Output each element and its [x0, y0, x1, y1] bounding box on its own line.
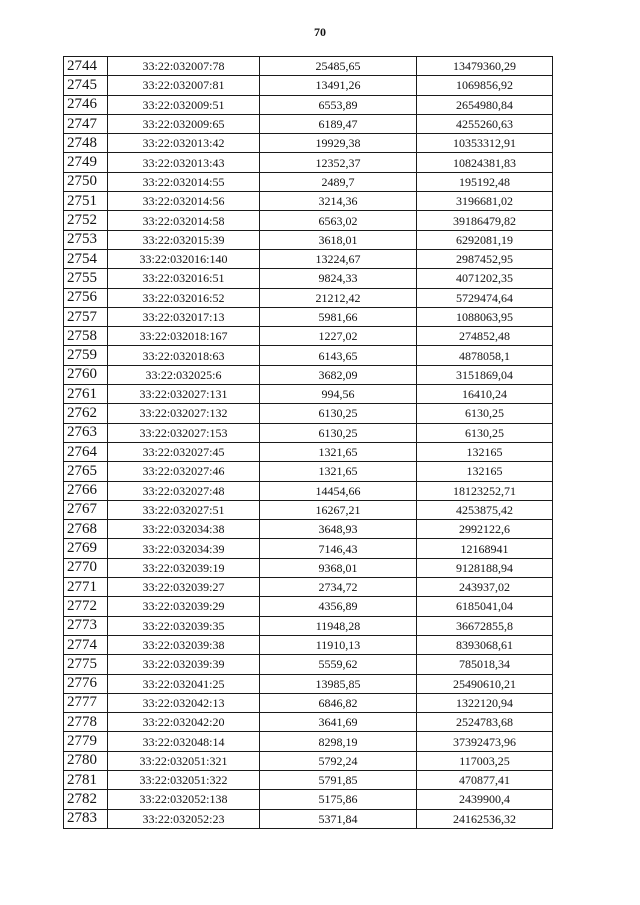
cadastral-number-cell: 33:22:032009:65: [108, 114, 260, 133]
cadastral-value-cell: 16410,24: [417, 385, 553, 404]
table-row: [64, 249, 553, 268]
cadastral-value-cell: 10824381,83: [417, 153, 553, 172]
cadastral-number-cell: 33:22:032041:25: [108, 674, 260, 693]
cadastral-value-cell: 6130,25: [417, 404, 553, 423]
area-cell: 5371,84: [260, 809, 417, 828]
table-row: [64, 346, 553, 365]
cadastral-number-cell: 33:22:032007:81: [108, 76, 260, 95]
table-row: [64, 230, 553, 249]
row-number-cell: 2761: [64, 385, 108, 404]
cadastral-value-cell: 25490610,21: [417, 674, 553, 693]
row-number-cell: 2757: [64, 307, 108, 326]
table-row: [64, 693, 553, 712]
area-cell: 1321,65: [260, 462, 417, 481]
row-number-cell: 2746: [64, 95, 108, 114]
cadastral-value-cell: 1088063,95: [417, 307, 553, 326]
cadastral-value-cell: 470877,41: [417, 770, 553, 789]
cadastral-number-cell: 33:22:032025:6: [108, 365, 260, 384]
row-number-cell: 2780: [64, 751, 108, 770]
table-row: [64, 153, 553, 172]
area-cell: 2489,7: [260, 172, 417, 191]
table-row: [64, 95, 553, 114]
cadastral-number-cell: 33:22:032016:52: [108, 288, 260, 307]
table-row: [64, 423, 553, 442]
table-row: [64, 674, 553, 693]
cadastral-number-cell: 33:22:032042:20: [108, 713, 260, 732]
parcel-table: [63, 56, 553, 829]
table-row: [64, 211, 553, 230]
row-number-cell: 2745: [64, 76, 108, 95]
row-number-cell: 2760: [64, 365, 108, 384]
area-cell: 6553,89: [260, 95, 417, 114]
table-row: [64, 790, 553, 809]
cadastral-value-cell: 39186479,82: [417, 211, 553, 230]
area-cell: 16267,21: [260, 500, 417, 519]
row-number-cell: 2756: [64, 288, 108, 307]
parcel-table-body: [64, 57, 553, 829]
row-number-cell: 2752: [64, 211, 108, 230]
row-number-cell: 2772: [64, 597, 108, 616]
row-number-cell: 2777: [64, 693, 108, 712]
row-number-cell: 2758: [64, 327, 108, 346]
cadastral-number-cell: 33:22:032027:51: [108, 500, 260, 519]
row-number-cell: 2765: [64, 462, 108, 481]
row-number-cell: 2748: [64, 134, 108, 153]
cadastral-number-cell: 33:22:032013:43: [108, 153, 260, 172]
cadastral-number-cell: 33:22:032051:322: [108, 770, 260, 789]
cadastral-value-cell: 2654980,84: [417, 95, 553, 114]
area-cell: 8298,19: [260, 732, 417, 751]
area-cell: 5559,62: [260, 655, 417, 674]
row-number-cell: 2779: [64, 732, 108, 751]
row-number-cell: 2751: [64, 192, 108, 211]
cadastral-value-cell: 785018,34: [417, 655, 553, 674]
cadastral-number-cell: 33:22:032016:140: [108, 249, 260, 268]
row-number-cell: 2744: [64, 57, 108, 76]
row-number-cell: 2776: [64, 674, 108, 693]
cadastral-value-cell: 1069856,92: [417, 76, 553, 95]
area-cell: 3641,69: [260, 713, 417, 732]
cadastral-value-cell: 4071202,35: [417, 269, 553, 288]
row-number-cell: 2755: [64, 269, 108, 288]
table-row: [64, 809, 553, 828]
cadastral-value-cell: 195192,48: [417, 172, 553, 191]
area-cell: 9368,01: [260, 558, 417, 577]
cadastral-number-cell: 33:22:032027:153: [108, 423, 260, 442]
area-cell: 6130,25: [260, 423, 417, 442]
cadastral-number-cell: 33:22:032039:38: [108, 635, 260, 654]
area-cell: 25485,65: [260, 57, 417, 76]
cadastral-number-cell: 33:22:032042:13: [108, 693, 260, 712]
table-row: [64, 385, 553, 404]
area-cell: 3648,93: [260, 520, 417, 539]
area-cell: 13491,26: [260, 76, 417, 95]
table-row: [64, 57, 553, 76]
page-number: 70: [314, 25, 326, 39]
area-cell: 13985,85: [260, 674, 417, 693]
table-row: [64, 558, 553, 577]
row-number-cell: 2768: [64, 520, 108, 539]
cadastral-value-cell: 6185041,04: [417, 597, 553, 616]
row-number-cell: 2778: [64, 713, 108, 732]
cadastral-value-cell: 4253875,42: [417, 500, 553, 519]
area-cell: 14454,66: [260, 481, 417, 500]
row-number-cell: 2753: [64, 230, 108, 249]
cadastral-value-cell: 6292081,19: [417, 230, 553, 249]
table-row: [64, 751, 553, 770]
table-row: [64, 442, 553, 461]
cadastral-value-cell: 36672855,8: [417, 616, 553, 635]
row-number-cell: 2774: [64, 635, 108, 654]
table-row: [64, 307, 553, 326]
row-number-cell: 2783: [64, 809, 108, 828]
cadastral-value-cell: 3151869,04: [417, 365, 553, 384]
cadastral-value-cell: 5729474,64: [417, 288, 553, 307]
cadastral-number-cell: 33:22:032034:38: [108, 520, 260, 539]
table-row: [64, 500, 553, 519]
table-row: [64, 404, 553, 423]
area-cell: 6130,25: [260, 404, 417, 423]
row-number-cell: 2763: [64, 423, 108, 442]
table-row: [64, 134, 553, 153]
row-number-cell: 2769: [64, 539, 108, 558]
table-row: [64, 76, 553, 95]
cadastral-value-cell: 6130,25: [417, 423, 553, 442]
area-cell: 21212,42: [260, 288, 417, 307]
table-row: [64, 114, 553, 133]
cadastral-value-cell: 132165: [417, 462, 553, 481]
table-row: [64, 192, 553, 211]
area-cell: 12352,37: [260, 153, 417, 172]
cadastral-value-cell: 24162536,32: [417, 809, 553, 828]
cadastral-value-cell: 2439900,4: [417, 790, 553, 809]
cadastral-number-cell: 33:22:032014:55: [108, 172, 260, 191]
area-cell: 5981,66: [260, 307, 417, 326]
table-row: [64, 635, 553, 654]
area-cell: 1227,02: [260, 327, 417, 346]
cadastral-value-cell: 9128188,94: [417, 558, 553, 577]
cadastral-value-cell: 243937,02: [417, 578, 553, 597]
area-cell: 6846,82: [260, 693, 417, 712]
area-cell: 5792,24: [260, 751, 417, 770]
cadastral-number-cell: 33:22:032027:131: [108, 385, 260, 404]
table-row: [64, 365, 553, 384]
row-number-cell: 2775: [64, 655, 108, 674]
row-number-cell: 2770: [64, 558, 108, 577]
table-row: [64, 578, 553, 597]
area-cell: 6563,02: [260, 211, 417, 230]
row-number-cell: 2781: [64, 770, 108, 789]
cadastral-number-cell: 33:22:032007:78: [108, 57, 260, 76]
table-row: [64, 539, 553, 558]
cadastral-number-cell: 33:22:032052:138: [108, 790, 260, 809]
area-cell: 994,56: [260, 385, 417, 404]
cadastral-value-cell: 13479360,29: [417, 57, 553, 76]
cadastral-number-cell: 33:22:032027:48: [108, 481, 260, 500]
cadastral-value-cell: 4878058,1: [417, 346, 553, 365]
table-row: [64, 732, 553, 751]
cadastral-value-cell: 3196681,02: [417, 192, 553, 211]
table-row: [64, 481, 553, 500]
cadastral-value-cell: 117003,25: [417, 751, 553, 770]
area-cell: 11910,13: [260, 635, 417, 654]
area-cell: 6143,65: [260, 346, 417, 365]
row-number-cell: 2749: [64, 153, 108, 172]
cadastral-number-cell: 33:22:032039:27: [108, 578, 260, 597]
row-number-cell: 2766: [64, 481, 108, 500]
cadastral-value-cell: 12168941: [417, 539, 553, 558]
row-number-cell: 2767: [64, 500, 108, 519]
table-row: [64, 713, 553, 732]
cadastral-value-cell: 132165: [417, 442, 553, 461]
table-row: [64, 172, 553, 191]
table-row: [64, 655, 553, 674]
area-cell: 4356,89: [260, 597, 417, 616]
table-row: [64, 462, 553, 481]
cadastral-value-cell: 37392473,96: [417, 732, 553, 751]
cadastral-value-cell: 4255260,63: [417, 114, 553, 133]
cadastral-value-cell: 274852,48: [417, 327, 553, 346]
area-cell: 6189,47: [260, 114, 417, 133]
cadastral-value-cell: 2992122,6: [417, 520, 553, 539]
cadastral-number-cell: 33:22:032051:321: [108, 751, 260, 770]
cadastral-number-cell: 33:22:032015:39: [108, 230, 260, 249]
row-number-cell: 2773: [64, 616, 108, 635]
row-number-cell: 2782: [64, 790, 108, 809]
cadastral-number-cell: 33:22:032014:58: [108, 211, 260, 230]
row-number-cell: 2747: [64, 114, 108, 133]
cadastral-number-cell: 33:22:032017:13: [108, 307, 260, 326]
table-row: [64, 269, 553, 288]
cadastral-number-cell: 33:22:032052:23: [108, 809, 260, 828]
area-cell: 5175,86: [260, 790, 417, 809]
cadastral-number-cell: 33:22:032039:39: [108, 655, 260, 674]
cadastral-number-cell: 33:22:032018:167: [108, 327, 260, 346]
area-cell: 7146,43: [260, 539, 417, 558]
table-row: [64, 520, 553, 539]
area-cell: 1321,65: [260, 442, 417, 461]
area-cell: 19929,38: [260, 134, 417, 153]
table-row: [64, 327, 553, 346]
row-number-cell: 2754: [64, 249, 108, 268]
table-row: [64, 616, 553, 635]
cadastral-number-cell: 33:22:032013:42: [108, 134, 260, 153]
cadastral-value-cell: 18123252,71: [417, 481, 553, 500]
row-number-cell: 2759: [64, 346, 108, 365]
area-cell: 5791,85: [260, 770, 417, 789]
table-row: [64, 597, 553, 616]
cadastral-number-cell: 33:22:032048:14: [108, 732, 260, 751]
row-number-cell: 2764: [64, 442, 108, 461]
table-row: [64, 288, 553, 307]
cadastral-number-cell: 33:22:032027:132: [108, 404, 260, 423]
row-number-cell: 2750: [64, 172, 108, 191]
cadastral-number-cell: 33:22:032009:51: [108, 95, 260, 114]
cadastral-number-cell: 33:22:032039:29: [108, 597, 260, 616]
cadastral-number-cell: 33:22:032034:39: [108, 539, 260, 558]
area-cell: 3682,09: [260, 365, 417, 384]
area-cell: 2734,72: [260, 578, 417, 597]
cadastral-number-cell: 33:22:032027:46: [108, 462, 260, 481]
cadastral-number-cell: 33:22:032039:35: [108, 616, 260, 635]
table-row: [64, 770, 553, 789]
cadastral-value-cell: 2524783,68: [417, 713, 553, 732]
row-number-cell: 2771: [64, 578, 108, 597]
area-cell: 3618,01: [260, 230, 417, 249]
cadastral-number-cell: 33:22:032027:45: [108, 442, 260, 461]
area-cell: 13224,67: [260, 249, 417, 268]
cadastral-value-cell: 1322120,94: [417, 693, 553, 712]
cadastral-number-cell: 33:22:032039:19: [108, 558, 260, 577]
cadastral-value-cell: 8393068,61: [417, 635, 553, 654]
cadastral-value-cell: 2987452,95: [417, 249, 553, 268]
cadastral-number-cell: 33:22:032018:63: [108, 346, 260, 365]
area-cell: 11948,28: [260, 616, 417, 635]
cadastral-value-cell: 10353312,91: [417, 134, 553, 153]
row-number-cell: 2762: [64, 404, 108, 423]
area-cell: 9824,33: [260, 269, 417, 288]
cadastral-number-cell: 33:22:032014:56: [108, 192, 260, 211]
area-cell: 3214,36: [260, 192, 417, 211]
cadastral-number-cell: 33:22:032016:51: [108, 269, 260, 288]
